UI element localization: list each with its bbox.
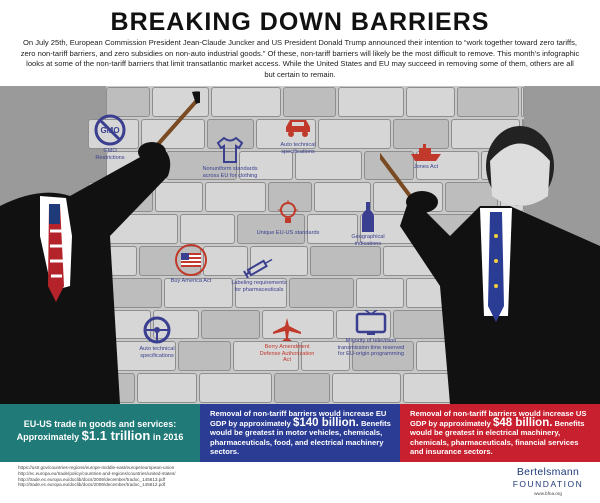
plane-icon — [272, 318, 302, 342]
wall-stone — [310, 246, 381, 276]
wine-bottle-icon — [361, 202, 375, 232]
barrier-tv — [336, 310, 406, 358]
sources-list — [18, 465, 418, 488]
trade-line1: EU-US trade in goods and services: — [23, 419, 177, 429]
eu-text1: Removal of non-tariff barriers would increase EU GDP by approximately — [210, 409, 387, 428]
eu-gdp-panel — [200, 404, 400, 462]
barrier-auto-tech — [132, 316, 182, 359]
wall-stone — [199, 373, 272, 403]
brand-url[interactable]: www.bfna.org — [534, 491, 562, 496]
trade-line2: Approximately $1.1 trillion in 2016 — [16, 428, 184, 443]
stats-panels — [0, 404, 600, 462]
barrier-label: Majority of television transmission time reserved for EU-origin programming — [337, 338, 405, 358]
barrier-auto — [268, 116, 328, 155]
steering-wheel-icon — [143, 316, 171, 344]
source-link[interactable]: http://trade.ec.europa.eu/doclib/docs/2009/december/tradoc_145613.pdf — [18, 476, 166, 482]
barrier-buy-america — [162, 244, 220, 285]
eu-value: $140 billion. — [293, 416, 359, 429]
us-value: $48 billion. — [493, 416, 553, 429]
us-text2: Benefits would be greatest in electrical machinery, chemicals, pharmaceuticals, financial services and insurance sectors. — [410, 418, 585, 457]
illustration — [0, 86, 600, 404]
barrier-label: Geographical indications — [351, 234, 385, 247]
brand-sub: FOUNDATION — [512, 479, 584, 489]
right-figure-illustration — [380, 86, 600, 404]
wall-stone — [211, 87, 281, 117]
intro-paragraph: On July 25th, European Commission President Jean-Claude Juncker and US President Donald Trump announced their intention to “work together toward zero tariffs, zero non-tariff barriers, and zero subsidies on non-auto industrial goods.” Of these, non-tariff barriers will likely be the most difficult to remove. This month’s infographic looks at some of the non-tariff barriers that limit transatlantic market access. While the United States and EU may succeed in removing some of them, others are all but certain to remain. — [20, 38, 580, 79]
barrier-gmo — [88, 114, 132, 161]
brand-name: Bertelsmann — [516, 466, 580, 478]
barrier-label: Auto technical specifications — [280, 142, 316, 155]
lightbulb-icon — [277, 200, 299, 228]
barrier-label: Buy America Act — [170, 278, 212, 284]
no-gmo-icon — [94, 114, 126, 146]
barrier-label: Berry Amendment Defense Authorization Act — [259, 344, 315, 364]
wall-stone — [289, 278, 354, 308]
syringe-icon — [242, 256, 276, 278]
source-link[interactable]: http://trade.ec.europa.eu/doclib/docs/2009/december/tradoc_145612.pdf — [18, 482, 166, 488]
brand-logo — [500, 466, 596, 496]
flag-icon — [175, 244, 207, 276]
barrier-label: Jones Act — [413, 164, 439, 170]
barrier-jones — [404, 144, 448, 171]
source-link[interactable]: https://ustr.gov/countries-regions/europe-middle-east/europe/european-union — [18, 465, 175, 470]
wall-stone — [283, 87, 336, 117]
wall-stone — [201, 310, 260, 340]
barrier-label: Nonuniform standards across EU for clothing — [202, 166, 258, 179]
shirt-icon — [215, 136, 245, 164]
barrier-geo — [340, 202, 396, 247]
page-title: BREAKING DOWN BARRIERS — [110, 8, 490, 36]
barrier-clothing — [200, 136, 260, 179]
wall-stone — [274, 373, 330, 403]
barrier-label: Auto technical specifications — [139, 346, 175, 359]
source-link[interactable]: http://ec.europa.eu/trade/policy/countries-and-regions/countries/united-states/ — [18, 470, 176, 476]
barrier-unique — [256, 200, 320, 237]
ship-icon — [409, 144, 443, 162]
us-text1: Removal of non-tariff barriers would increase US GDP by approximately — [410, 409, 587, 428]
tv-icon — [355, 310, 387, 336]
us-gdp-panel — [400, 404, 600, 462]
eu-text2: Benefits would be greatest in motor vehicles, chemicals, pharmaceuticals, food, and electrical machinery sectors. — [210, 418, 391, 457]
barrier-berry — [256, 318, 318, 364]
svg-text:GMO: GMO — [100, 126, 120, 135]
barrier-pharma — [228, 256, 290, 293]
barrier-label: Labeling requirements for pharmaceuticals — [231, 280, 287, 293]
trade-panel — [0, 404, 200, 462]
barrier-label: GMO Restrictions — [95, 148, 125, 161]
barrier-label: Unique EU-US standards — [256, 230, 320, 236]
car-icon — [282, 116, 314, 140]
